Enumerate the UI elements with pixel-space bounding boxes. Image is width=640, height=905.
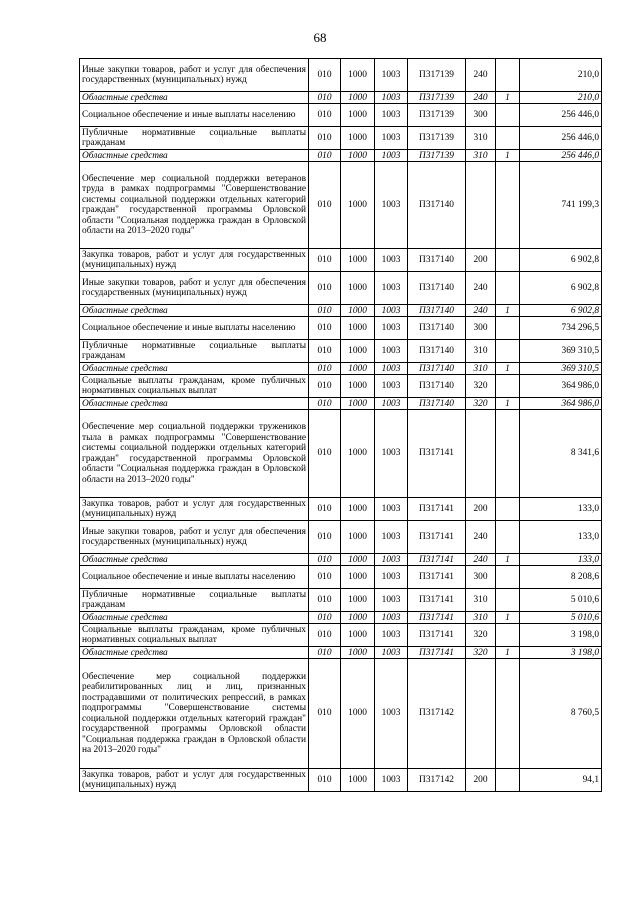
target-article-code: П317140 [408,305,466,317]
budget-table [79,58,602,792]
target-article-code: П317141 [408,521,466,554]
section-code: 1000 [341,498,375,521]
row-description: Закупка товаров, работ и услуг для государственных (муниципальных) нужд [80,769,309,792]
amount: 133,0 [520,521,602,554]
expense-type-code: 310 [466,363,496,375]
target-article-code: П317140 [408,340,466,363]
expense-type-code [466,659,496,769]
section-code: 1000 [341,647,375,659]
table-row [80,410,602,498]
ministry-code: 010 [309,59,341,92]
amount: 3 198,0 [520,624,602,647]
amount: 133,0 [520,498,602,521]
expense-type-code: 310 [466,340,496,363]
section-code: 1000 [341,363,375,375]
table-row-regional-funds [80,92,602,104]
ministry-code: 010 [309,612,341,624]
section-code: 1000 [341,249,375,272]
ministry-code: 010 [309,410,341,498]
subsection-code: 1003 [375,566,408,589]
row-description: Областные средства [80,305,309,317]
funding-source-code [496,59,520,92]
row-description: Областные средства [80,92,309,104]
funding-source-code [496,624,520,647]
subsection-code: 1003 [375,249,408,272]
funding-source-code: 1 [496,612,520,624]
funding-source-code [496,769,520,792]
funding-source-code: 1 [496,647,520,659]
row-description: Публичные нормативные социальные выплаты гражданам [80,127,309,150]
target-article-code: П317141 [408,554,466,566]
subsection-code: 1003 [375,340,408,363]
expense-type-code: 320 [466,375,496,398]
ministry-code: 010 [309,92,341,104]
table-row-regional-funds [80,612,602,624]
row-description: Обеспечение мер социальной поддержки ветеранов труда в рамках подпрограммы "Совершенствование системы социальной поддержки отдельных категорий граждан" государственной программы Орловской области "Социальная поддержка граждан в Орловской области на 2013–2020 годы" [80,162,309,249]
funding-source-code: 1 [496,150,520,162]
target-article-code: П317140 [408,162,466,249]
table-row [80,624,602,647]
subsection-code: 1003 [375,410,408,498]
amount: 8 341,6 [520,410,602,498]
row-description: Социальное обеспечение и иные выплаты населению [80,566,309,589]
subsection-code: 1003 [375,769,408,792]
amount: 369 310,5 [520,363,602,375]
expense-type-code: 200 [466,769,496,792]
target-article-code: П317142 [408,659,466,769]
ministry-code: 010 [309,647,341,659]
funding-source-code: 1 [496,305,520,317]
subsection-code: 1003 [375,554,408,566]
ministry-code: 010 [309,249,341,272]
ministry-code: 010 [309,554,341,566]
subsection-code: 1003 [375,127,408,150]
funding-source-code: 1 [496,554,520,566]
subsection-code: 1003 [375,659,408,769]
subsection-code: 1003 [375,521,408,554]
subsection-code: 1003 [375,612,408,624]
table-row [80,162,602,249]
row-description: Социальное обеспечение и иные выплаты населению [80,104,309,127]
subsection-code: 1003 [375,363,408,375]
section-code: 1000 [341,521,375,554]
target-article-code: П317140 [408,249,466,272]
section-code: 1000 [341,398,375,410]
funding-source-code [496,410,520,498]
expense-type-code: 240 [466,305,496,317]
ministry-code: 010 [309,769,341,792]
ministry-code: 010 [309,363,341,375]
section-code: 1000 [341,612,375,624]
amount: 133,0 [520,554,602,566]
amount: 369 310,5 [520,340,602,363]
table-row [80,521,602,554]
funding-source-code [496,162,520,249]
table-row-regional-funds [80,647,602,659]
section-code: 1000 [341,150,375,162]
ministry-code: 010 [309,566,341,589]
subsection-code: 1003 [375,162,408,249]
row-description: Областные средства [80,150,309,162]
expense-type-code: 200 [466,498,496,521]
table-row [80,589,602,612]
target-article-code: П317139 [408,150,466,162]
target-article-code: П317141 [408,498,466,521]
row-description: Областные средства [80,398,309,410]
row-description: Закупка товаров, работ и услуг для государственных (муниципальных) нужд [80,498,309,521]
row-description: Иные закупки товаров, работ и услуг для обеспечения государственных (муниципальных) нужд [80,521,309,554]
table-row [80,59,602,92]
ministry-code: 010 [309,498,341,521]
ministry-code: 010 [309,624,341,647]
expense-type-code [466,162,496,249]
ministry-code: 010 [309,272,341,305]
table-row [80,498,602,521]
subsection-code: 1003 [375,317,408,340]
ministry-code: 010 [309,398,341,410]
target-article-code: П317142 [408,769,466,792]
amount: 256 446,0 [520,150,602,162]
table-row-regional-funds [80,398,602,410]
amount: 8 760,5 [520,659,602,769]
target-article-code: П317140 [408,363,466,375]
subsection-code: 1003 [375,589,408,612]
section-code: 1000 [341,769,375,792]
section-code: 1000 [341,162,375,249]
table-row [80,249,602,272]
ministry-code: 010 [309,127,341,150]
target-article-code: П317139 [408,127,466,150]
section-code: 1000 [341,104,375,127]
funding-source-code [496,566,520,589]
subsection-code: 1003 [375,104,408,127]
ministry-code: 010 [309,104,341,127]
table-row [80,375,602,398]
row-description: Обеспечение мер социальной поддержки тружеников тыла в рамках подпрограммы "Совершенствование системы социальной поддержки отдельных категорий граждан" государственной программы Орловской области "Социальная поддержка граждан в Орловской области на 2013–2020 годы" [80,410,309,498]
target-article-code: П317140 [408,398,466,410]
subsection-code: 1003 [375,92,408,104]
target-article-code: П317141 [408,647,466,659]
expense-type-code [466,410,496,498]
funding-source-code [496,375,520,398]
section-code: 1000 [341,305,375,317]
funding-source-code [496,521,520,554]
amount: 364 986,0 [520,398,602,410]
subsection-code: 1003 [375,305,408,317]
row-description: Областные средства [80,363,309,375]
section-code: 1000 [341,272,375,305]
row-description: Областные средства [80,554,309,566]
table-row [80,340,602,363]
expense-type-code: 240 [466,92,496,104]
target-article-code: П317139 [408,104,466,127]
table-row [80,272,602,305]
funding-source-code [496,340,520,363]
expense-type-code: 320 [466,398,496,410]
ministry-code: 010 [309,150,341,162]
subsection-code: 1003 [375,398,408,410]
target-article-code: П317141 [408,589,466,612]
ministry-code: 010 [309,340,341,363]
funding-source-code: 1 [496,398,520,410]
target-article-code: П317140 [408,272,466,305]
funding-source-code [496,498,520,521]
row-description: Публичные нормативные социальные выплаты гражданам [80,340,309,363]
subsection-code: 1003 [375,375,408,398]
target-article-code: П317141 [408,624,466,647]
amount: 8 208,6 [520,566,602,589]
amount: 210,0 [520,92,602,104]
subsection-code: 1003 [375,59,408,92]
row-description: Социальные выплаты гражданам, кроме публичных нормативных социальных выплат [80,375,309,398]
ministry-code: 010 [309,659,341,769]
section-code: 1000 [341,92,375,104]
row-description: Иные закупки товаров, работ и услуг для обеспечения государственных (муниципальных) нужд [80,272,309,305]
amount: 734 296,5 [520,317,602,340]
expense-type-code: 240 [466,521,496,554]
row-description: Публичные нормативные социальные выплаты гражданам [80,589,309,612]
funding-source-code [496,127,520,150]
amount: 210,0 [520,59,602,92]
subsection-code: 1003 [375,647,408,659]
table-row-regional-funds [80,554,602,566]
target-article-code: П317140 [408,317,466,340]
table-row [80,769,602,792]
amount: 6 902,8 [520,249,602,272]
expense-type-code: 300 [466,566,496,589]
amount: 741 199,3 [520,162,602,249]
expense-type-code: 310 [466,127,496,150]
section-code: 1000 [341,410,375,498]
funding-source-code: 1 [496,363,520,375]
expense-type-code: 300 [466,317,496,340]
table-row [80,566,602,589]
amount: 364 986,0 [520,375,602,398]
amount: 5 010,6 [520,589,602,612]
table-body [80,59,602,792]
section-code: 1000 [341,554,375,566]
funding-source-code [496,589,520,612]
funding-source-code: 1 [496,92,520,104]
amount: 3 198,0 [520,647,602,659]
table-row [80,317,602,340]
section-code: 1000 [341,589,375,612]
table-row-regional-funds [80,363,602,375]
target-article-code: П317140 [408,375,466,398]
ministry-code: 010 [309,589,341,612]
row-description: Обеспечение мер социальной поддержки реабилитированных лиц и лиц, признанных пострадавшими от политических репрессий, в рамках подпрограммы "Совершенствование системы социальной поддержки отдельных категорий граждан" государственной программы Орловской области "Социальная поддержка граждан в Орловской области на 2013–2020 годы" [80,659,309,769]
section-code: 1000 [341,624,375,647]
row-description: Социальные выплаты гражданам, кроме публичных нормативных социальных выплат [80,624,309,647]
table-row [80,104,602,127]
row-description: Закупка товаров, работ и услуг для государственных (муниципальных) нужд [80,249,309,272]
ministry-code: 010 [309,375,341,398]
amount: 94,1 [520,769,602,792]
section-code: 1000 [341,375,375,398]
expense-type-code: 200 [466,249,496,272]
row-description: Областные средства [80,647,309,659]
expense-type-code: 310 [466,612,496,624]
subsection-code: 1003 [375,624,408,647]
ministry-code: 010 [309,317,341,340]
subsection-code: 1003 [375,498,408,521]
table-row-regional-funds [80,150,602,162]
expense-type-code: 310 [466,589,496,612]
funding-source-code [496,317,520,340]
section-code: 1000 [341,59,375,92]
target-article-code: П317139 [408,59,466,92]
target-article-code: П317139 [408,92,466,104]
expense-type-code: 240 [466,272,496,305]
section-code: 1000 [341,127,375,150]
section-code: 1000 [341,317,375,340]
target-article-code: П317141 [408,566,466,589]
ministry-code: 010 [309,521,341,554]
expense-type-code: 320 [466,624,496,647]
expense-type-code: 320 [466,647,496,659]
expense-type-code: 240 [466,554,496,566]
table-row-regional-funds [80,305,602,317]
amount: 6 902,8 [520,272,602,305]
table-row [80,659,602,769]
amount: 256 446,0 [520,127,602,150]
ministry-code: 010 [309,305,341,317]
funding-source-code [496,659,520,769]
subsection-code: 1003 [375,150,408,162]
target-article-code: П317141 [408,410,466,498]
funding-source-code [496,104,520,127]
row-description: Областные средства [80,612,309,624]
section-code: 1000 [341,340,375,363]
page-number: 68 [313,30,327,45]
row-description: Социальное обеспечение и иные выплаты населению [80,317,309,340]
section-code: 1000 [341,659,375,769]
funding-source-code [496,272,520,305]
table-row [80,127,602,150]
expense-type-code: 300 [466,104,496,127]
ministry-code: 010 [309,162,341,249]
section-code: 1000 [341,566,375,589]
funding-source-code [496,249,520,272]
expense-type-code: 240 [466,59,496,92]
amount: 5 010,6 [520,612,602,624]
row-description: Иные закупки товаров, работ и услуг для обеспечения государственных (муниципальных) нужд [80,59,309,92]
expense-type-code: 310 [466,150,496,162]
amount: 6 902,8 [520,305,602,317]
subsection-code: 1003 [375,272,408,305]
amount: 256 446,0 [520,104,602,127]
target-article-code: П317141 [408,612,466,624]
